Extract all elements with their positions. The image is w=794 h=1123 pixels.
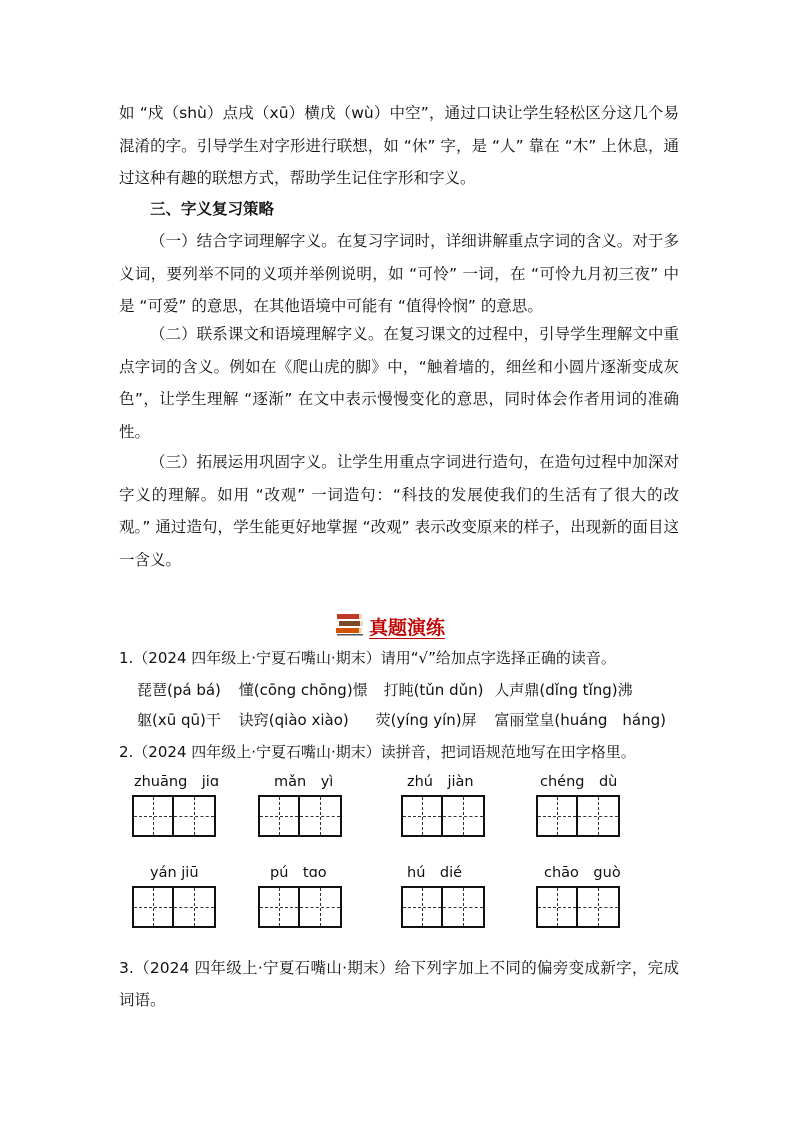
tianzige-box[interactable] <box>132 886 174 928</box>
q1-options-row-1 <box>137 677 633 703</box>
tianzige-box[interactable] <box>258 795 300 837</box>
q1-option: 躯(xū qū)干 <box>137 711 221 729</box>
paragraph-strategy-1: （一）结合字词理解字义。在复习字词时，详细讲解重点字词的含义。对于多义词，要列举不同的义项并举例说明，如 “可怜” 一词，在 “可怜九月初三夜” 中是 “可爱” 的意思，在其他语境中可能有 “值得怜悯” 的意思。 <box>119 232 679 315</box>
tianzige-box[interactable] <box>174 795 216 837</box>
tianzige-box[interactable] <box>300 886 342 928</box>
pinyin-label: zhú jiàn <box>407 774 474 790</box>
section-title-text: 真题演练 <box>369 616 446 639</box>
books-icon <box>335 612 365 640</box>
pinyin-label: zhuāng jiɑ <box>134 774 220 790</box>
q1-option: 荧(yíng yín)屏 <box>375 711 477 729</box>
tianzige-box[interactable] <box>578 886 620 928</box>
tianzige-box[interactable] <box>300 795 342 837</box>
tianzige-box[interactable] <box>401 795 443 837</box>
tianzige-box[interactable] <box>443 886 485 928</box>
pinyin-label: hú dié <box>407 865 463 881</box>
tianzige-box[interactable] <box>578 795 620 837</box>
tianzige-box[interactable] <box>536 795 578 837</box>
tianzige-box[interactable] <box>443 795 485 837</box>
section-heading-meaning-review: 三、字义复习策略 <box>150 200 275 218</box>
paragraph-strategy-2: （二）联系课文和语境理解字义。在复习课文的过程中，引导学生理解文中重点字词的含义。例如在《爬山虎的脚》中，“触着墙的，细丝和小圆片逐渐变成灰色”，让学生理解 “逐渐” 在文中表示慢慢变化的意思，同时体会作者用词的准确性。 <box>119 325 679 441</box>
tianzige-box[interactable] <box>258 886 300 928</box>
pinyin-label: mǎn yì <box>274 774 334 790</box>
q1-option: 富丽堂皇(huáng háng) <box>494 711 667 729</box>
q1-option: 诀窍(qiào xiào) <box>238 711 349 729</box>
q1-option: 打盹(tǔn dǔn) <box>383 681 484 699</box>
tianzige-box[interactable] <box>174 886 216 928</box>
q1-option: 懂(cōng chōng)憬 <box>238 681 368 699</box>
question-1: 1.（2024 四年级上·宁夏石嘴山·期末）请用“√”给加点字选择正确的读音。 <box>119 649 616 667</box>
q1-options-row-2 <box>137 707 666 733</box>
q1-option: 琵琶(pá bá) <box>137 681 221 699</box>
pinyin-label: chāo guò <box>544 865 621 881</box>
q1-option: 人声鼎(dǐng tǐng)沸 <box>494 681 633 699</box>
pinyin-label: pú tɑo <box>270 865 327 881</box>
paragraph-strategy-3: （三）拓展运用巩固字义。让学生用重点字词进行造句，在造句过程中加深对字义的理解。如用 “改观” 一词造句：“科技的发展使我们的生活有了很大的改观。” 通过造句，学生能更好地掌握 “改观” 表示改变原来的样子，出现新的面目这一含义。 <box>119 453 679 569</box>
tianzige-box[interactable] <box>536 886 578 928</box>
tianzige-box[interactable] <box>401 886 443 928</box>
tianzige-box[interactable] <box>132 795 174 837</box>
section-title <box>335 611 445 641</box>
question-2: 2.（2024 四年级上·宁夏石嘴山·期末）读拼音，把词语规范地写在田字格里。 <box>119 743 636 761</box>
paragraph-glyph-mnemonic: 如 “戍（shù）点戌（xū）横戊（wù）中空”，通过口诀让学生轻松区分这几个易混淆的字。引导学生对字形进行联想，如 “休” 字，是 “人” 靠在 “木” 上休息，通过这种有趣的联想方式，帮助学生记住字形和字义。 <box>119 104 679 187</box>
question-3: 3.（2024 四年级上·宁夏石嘴山·期末）给下列字加上不同的偏旁变成新字，完成词语。 <box>119 959 679 1009</box>
pinyin-label: chéng dù <box>540 774 618 790</box>
pinyin-label: yán jiū <box>150 865 199 881</box>
